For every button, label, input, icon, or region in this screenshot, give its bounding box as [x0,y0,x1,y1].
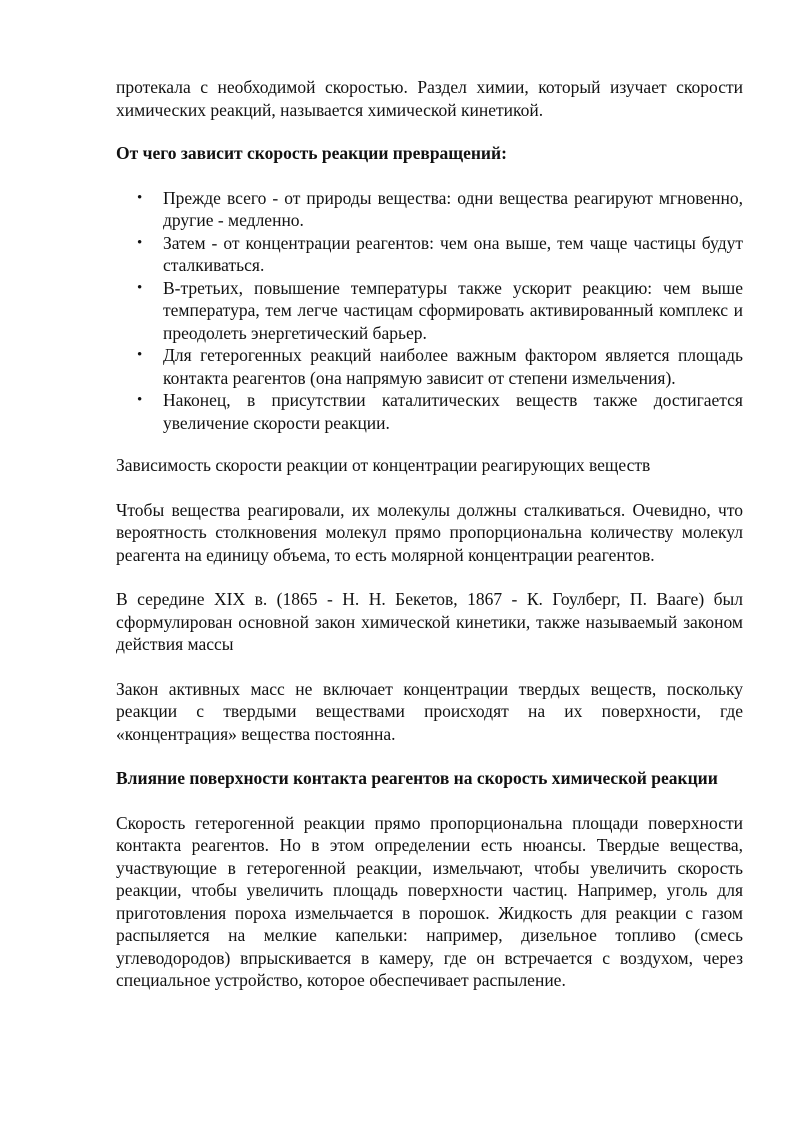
factors-list [116,187,743,435]
list-item [137,344,743,389]
section-heading-factors: От чего зависит скорость реакции превращений: [116,143,507,163]
surface-contact-paragraph: Скорость гетерогенной реакции прямо пропорциональна площади поверхности контакта реагентов. Но в этом определении есть нюансы. Твердые вещества, участвующие в гетерогенной реакции, измельчают, чтобы увеличить скорость реакции, чтобы увеличить площадь поверхности частиц. Например, уголь для приготовления пороха измельчается в порошок. Жидкость для реакции с газом распыляется на мелкие капельки: например, дизельное топливо (смесь углеводородов) впрыскивается в камеру, где он встречается с воздухом, через специальное устройство, которое обеспечивает распыление. [116,812,743,990]
list-item-text: Прежде всего - от природы вещества: одни вещества реагируют мгновенно, другие - медленно. [163,187,743,230]
concentration-dependence-line: Зависимость скорости реакции от концентрации реагирующих веществ [116,455,651,475]
list-item-text: Наконец, в присутствии каталитических веществ также достигается увеличение скорости реакции. [163,390,743,433]
collision-paragraph: Чтобы вещества реагировали, их молекулы должны сталкиваться. Очевидно, что вероятность столкновения молекул прямо пропорциональна количеству молекул реагента на единицу объема, то есть молярной концентрации реагентов. [116,499,743,565]
bullet-icon: • [137,347,143,363]
intro-paragraph: протекала с необходимой скоростью. Раздел химии, который изучает скорости химических реакций, называется химической кинетикой. [116,77,743,120]
bullet-icon: • [137,234,143,251]
bullet-icon: • [137,279,143,296]
mass-action-history-paragraph: В середине XIX в. (1865 - Н. Н. Бекетов, 1867 - К. Гоулберг, П. Вааге) был сформулирован основной закон химической кинетики, также называемый законом действия массы [116,589,743,654]
list-item [137,187,743,232]
bullet-icon: • [137,392,143,408]
bullet-icon: • [137,189,143,206]
list-item-text: Затем - от концентрации реагентов: чем она выше, тем чаще частицы будут сталкиваться. [163,232,743,275]
active-mass-law-paragraph: Закон активных масс не включает концентрации твердых веществ, поскольку реакции с твердыми веществами происходят на их поверхности, где «концентрация» вещества постоянна. [116,678,743,744]
document-page [116,76,743,1014]
list-item [137,277,743,345]
list-item-text: Для гетерогенных реакций наиболее важным фактором является площадь контакта реагентов (она напрямую зависит от степени измельчения). [163,345,743,388]
list-item-text: В-третьих, повышение температуры также ускорит реакцию: чем выше температура, тем легче частицам сформировать активированный комплекс и преодолеть энергетический барьер. [163,277,743,343]
section-heading-surface: Влияние поверхности контакта реагентов на скорость химической реакции [116,768,718,788]
list-item [137,232,743,277]
list-item [137,389,743,434]
